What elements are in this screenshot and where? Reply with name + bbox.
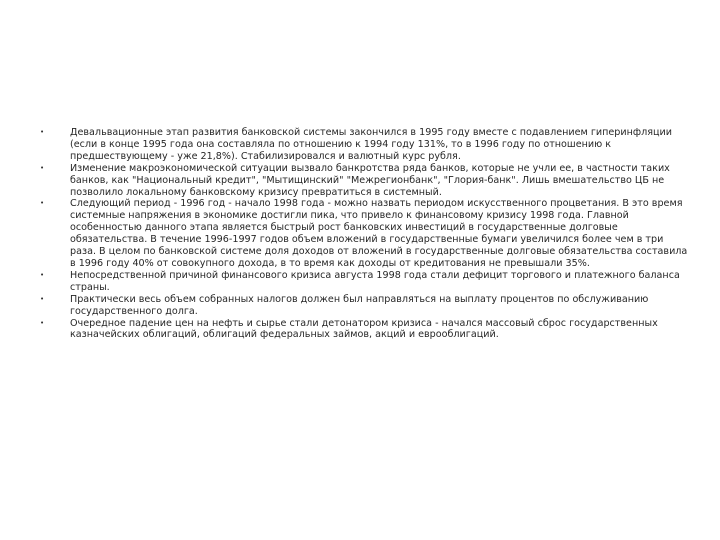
bullet-icon: • [40,163,45,172]
list-item [40,270,690,294]
list-item [40,198,690,269]
list-item-text: Очередное падение цен на нефть и сырье стали детонатором кризиса - начался массовый сброс государственных казначейских облигаций, облигаций федеральных займов, акций и еврооблигаций. [70,317,658,341]
bullet-icon: • [40,128,45,136]
bullet-icon: • [40,199,45,208]
list-item-text: Непосредственной причиной финансового кризиса августа 1998 года стали дефицит торгового и платежного баланса страны. [70,269,680,293]
list-item-text: Изменение макроэкономической ситуации вызвало банкротства ряда банков, которые не учли ее, в частности таких банков, как "Национальный кредит", "Мытищинский" "Межрегионбанк", "Глория-банк". Лишь вмешательство ЦБ не позволило локальному банковскому кризису превратиться в системный. [70,162,670,198]
bullet-list [40,127,690,341]
bullet-icon: • [40,270,45,279]
list-item [40,127,690,163]
list-item [40,163,690,199]
list-item-text: Практически весь объем собранных налогов должен был направляться на выплату процентов по обслуживанию государственного долга. [70,293,649,317]
bullet-icon: • [40,318,45,327]
list-item-text: Девальвационные этап развития банковской системы закончился в 1995 году вместе с подавлением гиперинфляции (если в конце 1995 года она составляла по отношению к 1994 году 131%, то в 1996 году по отношению к предшествующему - уже 21,8%). Стабилизировался и валютный курс рубля. [70,127,672,162]
list-item-text: Следующий период - 1996 год - начало 1998 года - можно назвать периодом искусственного процветания. В это время системные напряжения в экономике достигли пика, что привело к финансовому кризису 1998 года. Главной особенностью данного этапа является быстрый рост банковских инвестиций в государственные долговые обязательства. В течение 1996-1997 годов объем вложений в государственные бумаги увеличился более чем в три раза. В целом по банковской системе доля доходов от вложений в государственные долговые обязательства составила в 1996 году 40% от совокупного дохода, в то время как доходы от кредитования не превышали 35%. [70,198,688,269]
list-item [40,294,690,318]
list-item [40,318,690,342]
bullet-icon: • [40,294,45,303]
